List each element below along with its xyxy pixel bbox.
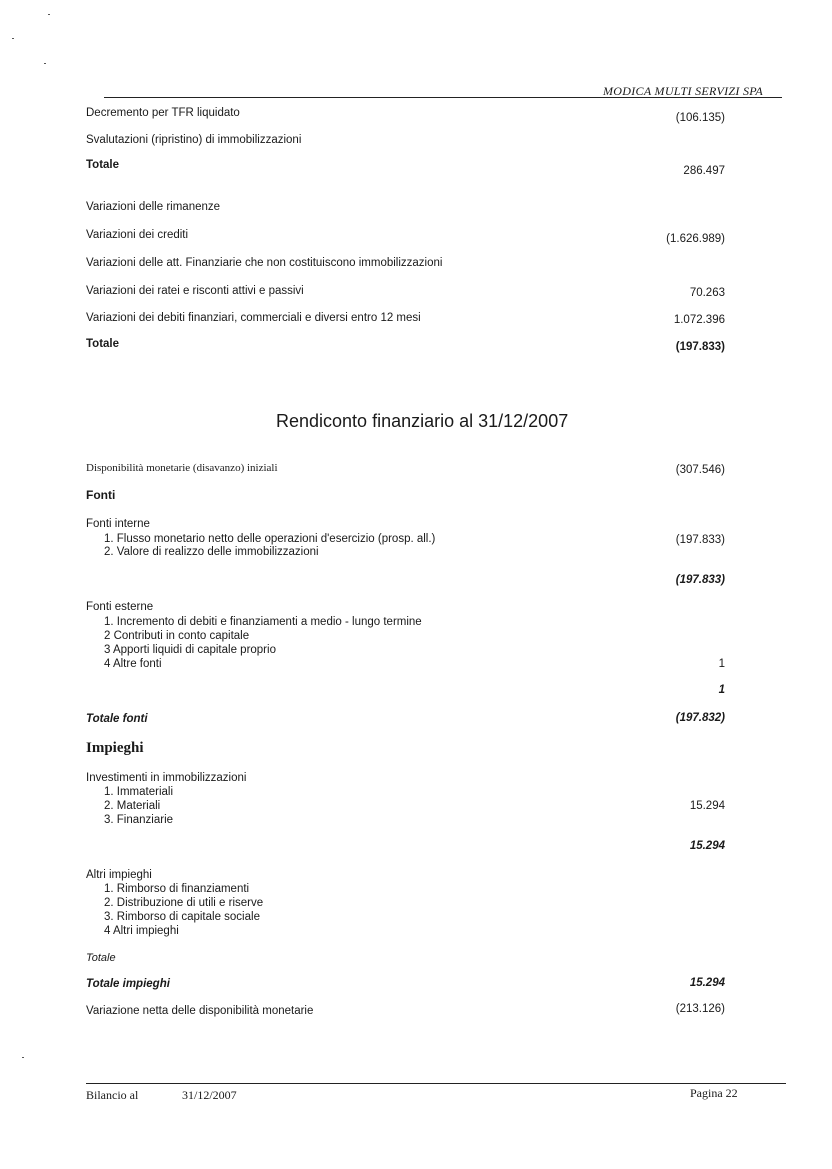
row-label: Variazioni delle att. Finanziarie che non costituiscono immobilizzazioni — [86, 257, 443, 269]
scan-speck — [44, 63, 46, 64]
item-label: 3 Apporti liquidi di capitale proprio — [104, 644, 276, 656]
subtotal-value: 1 — [718, 684, 725, 696]
total-fonti-label: Totale fonti — [86, 713, 148, 725]
item-label: 1. Flusso monetario netto delle operazioni d'esercizio (prosp. all.) — [104, 533, 436, 545]
row-label: Svalutazioni (ripristino) di immobilizzazioni — [86, 134, 302, 146]
group-label: Fonti esterne — [86, 601, 154, 613]
item-label: 1. Immateriali — [104, 786, 174, 798]
row-label-total: Totale — [86, 338, 120, 350]
row-label: Variazioni dei debiti finanziari, commerciali e diversi entro 12 mesi — [86, 312, 421, 324]
item-value: 1 — [718, 658, 725, 670]
initial-label: Disponibilità monetarie (disavanzo) iniziali — [86, 462, 278, 474]
total-impieghi-label: Totale impieghi — [86, 978, 170, 990]
item-label: 3. Rimborso di capitale sociale — [104, 911, 260, 923]
group-label: Investimenti in immobilizzazioni — [86, 772, 247, 784]
item-label: 4 Altri impieghi — [104, 925, 179, 937]
footer-date: 31/12/2007 — [182, 1088, 237, 1102]
row-label: Variazioni dei ratei e risconti attivi e passivi — [86, 285, 304, 297]
item-label: 1. Incremento di debiti e finanziamenti a medio - lungo termine — [104, 616, 422, 628]
row-value: 70.263 — [689, 287, 725, 299]
row-label-total: Totale — [86, 159, 120, 171]
item-value: 15.294 — [689, 800, 725, 812]
item-label: 1. Rimborso di finanziamenti — [104, 883, 250, 895]
footer-rule — [86, 1083, 786, 1084]
subtotal-value: (197.833) — [675, 574, 725, 586]
net-change-value: (213.126) — [675, 1003, 725, 1015]
subtotal-label: Totale — [86, 952, 116, 964]
item-label: 3. Finanziarie — [104, 814, 174, 826]
row-label: Decremento per TFR liquidato — [86, 107, 240, 119]
footer-label: Bilancio al — [86, 1088, 139, 1102]
company-header: MODICA MULTI SERVIZI SPA — [603, 84, 763, 98]
net-change-label: Variazione netta delle disponibilità monetarie — [86, 1005, 314, 1017]
item-label: 2. Distribuzione di utili e riserve — [104, 897, 264, 909]
row-value: (197.833) — [675, 341, 725, 353]
initial-value: (307.546) — [675, 464, 725, 476]
row-label: Variazioni delle rimanenze — [86, 201, 221, 213]
row-value: (106.135) — [675, 112, 725, 124]
row-value: 1.072.396 — [673, 314, 725, 326]
subtotal-value: 15.294 — [689, 840, 725, 852]
total-impieghi-value: 15.294 — [689, 977, 725, 989]
statement-title: Rendiconto finanziario al 31/12/2007 — [276, 411, 569, 431]
row-value: (1.626.989) — [666, 233, 725, 245]
item-label: 2 Contributi in conto capitale — [104, 630, 250, 642]
item-value: (197.833) — [675, 534, 725, 546]
header-rule — [104, 97, 782, 98]
row-value: 286.497 — [683, 165, 725, 177]
item-label: 4 Altre fonti — [104, 658, 162, 670]
scan-speck — [48, 14, 50, 15]
total-fonti-value: (197.832) — [675, 712, 725, 724]
scan-speck — [12, 38, 14, 39]
item-label: 2. Materiali — [104, 800, 161, 812]
item-label: 2. Valore di realizzo delle immobilizzazioni — [104, 546, 319, 558]
scan-speck — [22, 1057, 24, 1058]
group-label: Altri impieghi — [86, 869, 152, 881]
group-label: Fonti interne — [86, 518, 150, 530]
section-heading-fonti: Fonti — [86, 488, 116, 502]
page-number: Pagina 22 — [690, 1086, 738, 1100]
row-label: Variazioni dei crediti — [86, 229, 189, 241]
section-heading-impieghi: Impieghi — [86, 740, 144, 756]
